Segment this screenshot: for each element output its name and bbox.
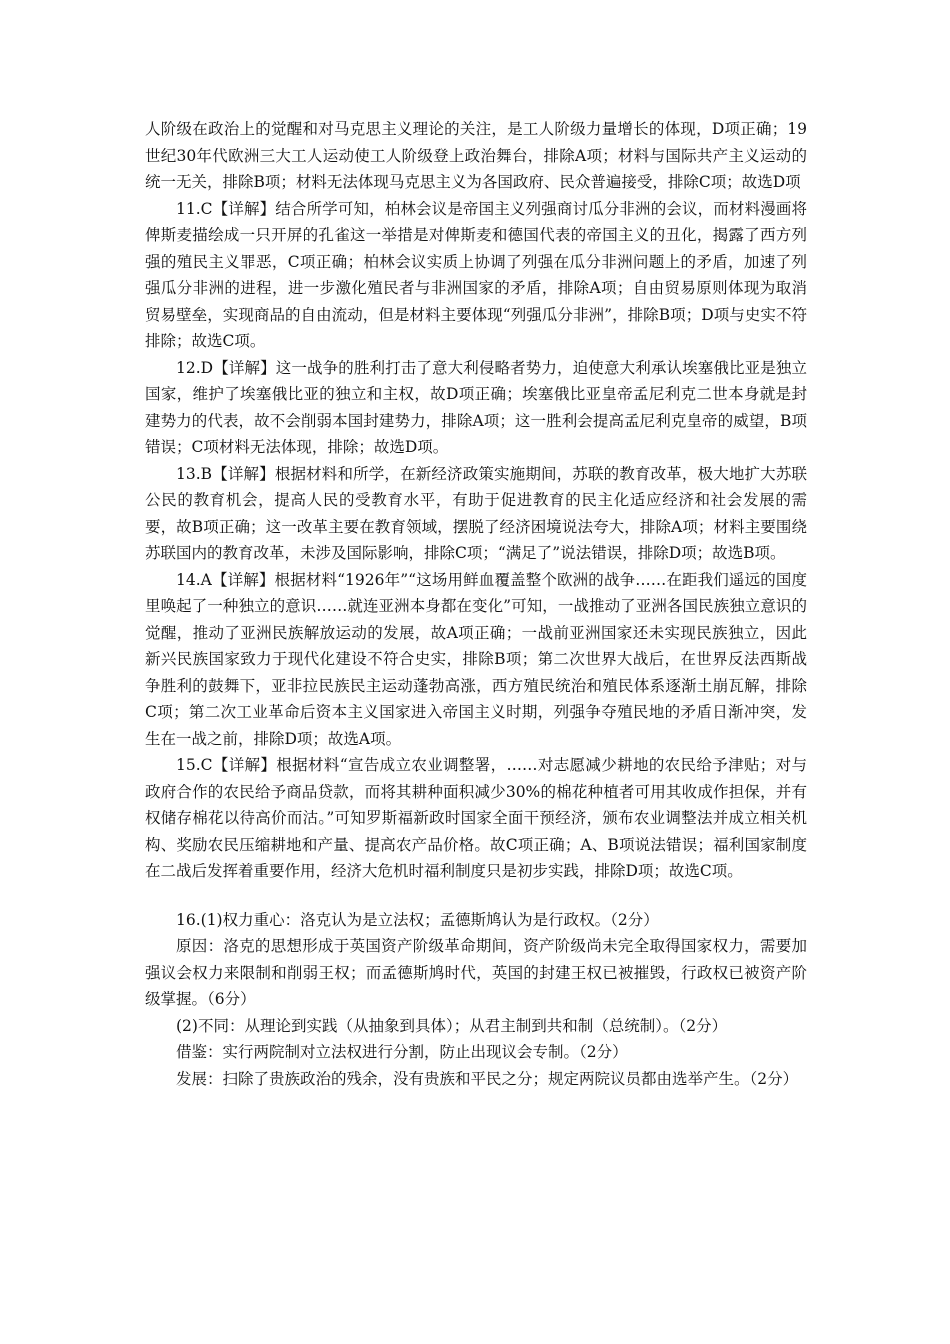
- paragraph-q14: 14.A【详解】根据材料“1926年”“这场用鲜血覆盖整个欧洲的战争……在距我们遥远的国度里唤起了一种独立的意识……就连亚洲本身都在变化”可知，一战推动了亚洲各国民族独立意识的觉醒，推动了亚洲民族解放运动的发展，故A项正确；一战前亚洲国家还未实现民族独立，因此新兴民族国家致力于现代化建设不符合史实，排除B项；第二次世界大战后，在世界反法西斯战争胜利的鼓舞下，亚非拉民族民主运动蓬勃高涨，西方殖民统治和殖民体系逐渐土崩瓦解，排除C项；第二次工业革命后资本主义国家进入帝国主义时期，列强争夺殖民地的矛盾日渐冲突，发生在一战之前，排除D项；故选A项。: [145, 570, 807, 748]
- paragraph-q16-lesson: 借鉴：实行两院制对立法权进行分割，防止出现议会专制。（2分）: [176, 1043, 628, 1061]
- answer-explanations: [145, 116, 807, 1092]
- paragraph-q16-part2: (2)不同：从理论到实践（从抽象到具体）；从君主制到共和制（总统制）。（2分）: [176, 1016, 728, 1035]
- paragraph-q10-continued: 人阶级在政治上的觉醒和对马克思主义理论的关注，是工人阶级力量增长的体现，D项正确；19世纪30年代欧洲三大工人运动使工人阶级登上政治舞台，排除A项；材料与国际共产主义运动的统一无关，排除B项；材料无法体现马克思主义为各国政府、民众普遍接受，排除C项；故选D项: [145, 120, 807, 191]
- paragraph-q16-development: 发展：扫除了贵族政治的残余，没有贵族和平民之分；规定两院议员都由选举产生。（2分）: [176, 1069, 799, 1088]
- section-gap: [145, 885, 807, 907]
- paragraph-q11: 11.C【详解】结合所学可知，柏林会议是帝国主义列强商讨瓜分非洲的会议，而材料漫画将俾斯麦描绘成一只开屏的孔雀这一举措是对俾斯麦和德国代表的帝国主义的丑化，揭露了西方列强的殖民主义罪恶，C项正确；柏林会议实质上协调了列强在瓜分非洲问题上的矛盾，加速了列强瓜分非洲的进程，进一步激化殖民者与非洲国家的矛盾，排除A项；自由贸易原则体现为取消贸易壁垒，实现商品的自由流动，但是材料主要体现“列强瓜分非洲”，排除B项；D项与史实不符排除；故选C项。: [145, 199, 807, 350]
- paragraph-q16-reason: 原因：洛克的思想形成于英国资产阶级革命期间，资产阶级尚未完全取得国家权力，需要加强议会权力来限制和削弱王权；而孟德斯鸠时代，英国的封建王权已被摧毁，行政权已被资产阶级掌握。（6分）: [145, 937, 807, 1008]
- paragraph-q15: 15.C【详解】根据材料“宣告成立农业调整署，……对志愿减少耕地的农民给予津贴；对与政府合作的农民给予商品贷款，而将其耕种面积减少30%的棉花种植者可用其收成作担保，并有权储存棉花以待高价而沽。”可知罗斯福新政时国家全面干预经济，颁布农业调整法并成立相关机构、奖励农民压缩耕地和产量、提高农产品价格。故C项正确；A、B项说法错误；福利国家制度在二战后发挥着重要作用，经济大危机时福利制度只是初步实践，排除D项；故选C项。: [145, 756, 807, 880]
- paragraph-q12: 12.D【详解】这一战争的胜利打击了意大利侵略者势力，迫使意大利承认埃塞俄比亚是独立国家，维护了埃塞俄比亚的独立和主权，故D项正确；埃塞俄比亚皇帝孟尼利克二世本身就是封建势力的代表，故不会削弱本国封建势力，排除A项；这一胜利会提高孟尼利克皇帝的威望，B项错误；C项材料无法体现，排除；故选D项。: [145, 358, 807, 456]
- paragraph-q13: 13.B【详解】根据材料和所学，在新经济政策实施期间，苏联的教育改革，极大地扩大苏联公民的教育机会，提高人民的受教育水平，有助于促进教育的民主化适应经济和社会发展的需要，故B项正确；这一改革主要在教育领域，摆脱了经济困境说法夸大，排除A项；材料主要围绕苏联国内的教育改革，未涉及国际影响，排除C项；“满足了”说法错误，排除D项；故选B项。: [145, 464, 807, 562]
- paragraph-q16-part1: 16.(1)权力重心：洛克认为是立法权；孟德斯鸠认为是行政权。（2分）: [176, 910, 659, 929]
